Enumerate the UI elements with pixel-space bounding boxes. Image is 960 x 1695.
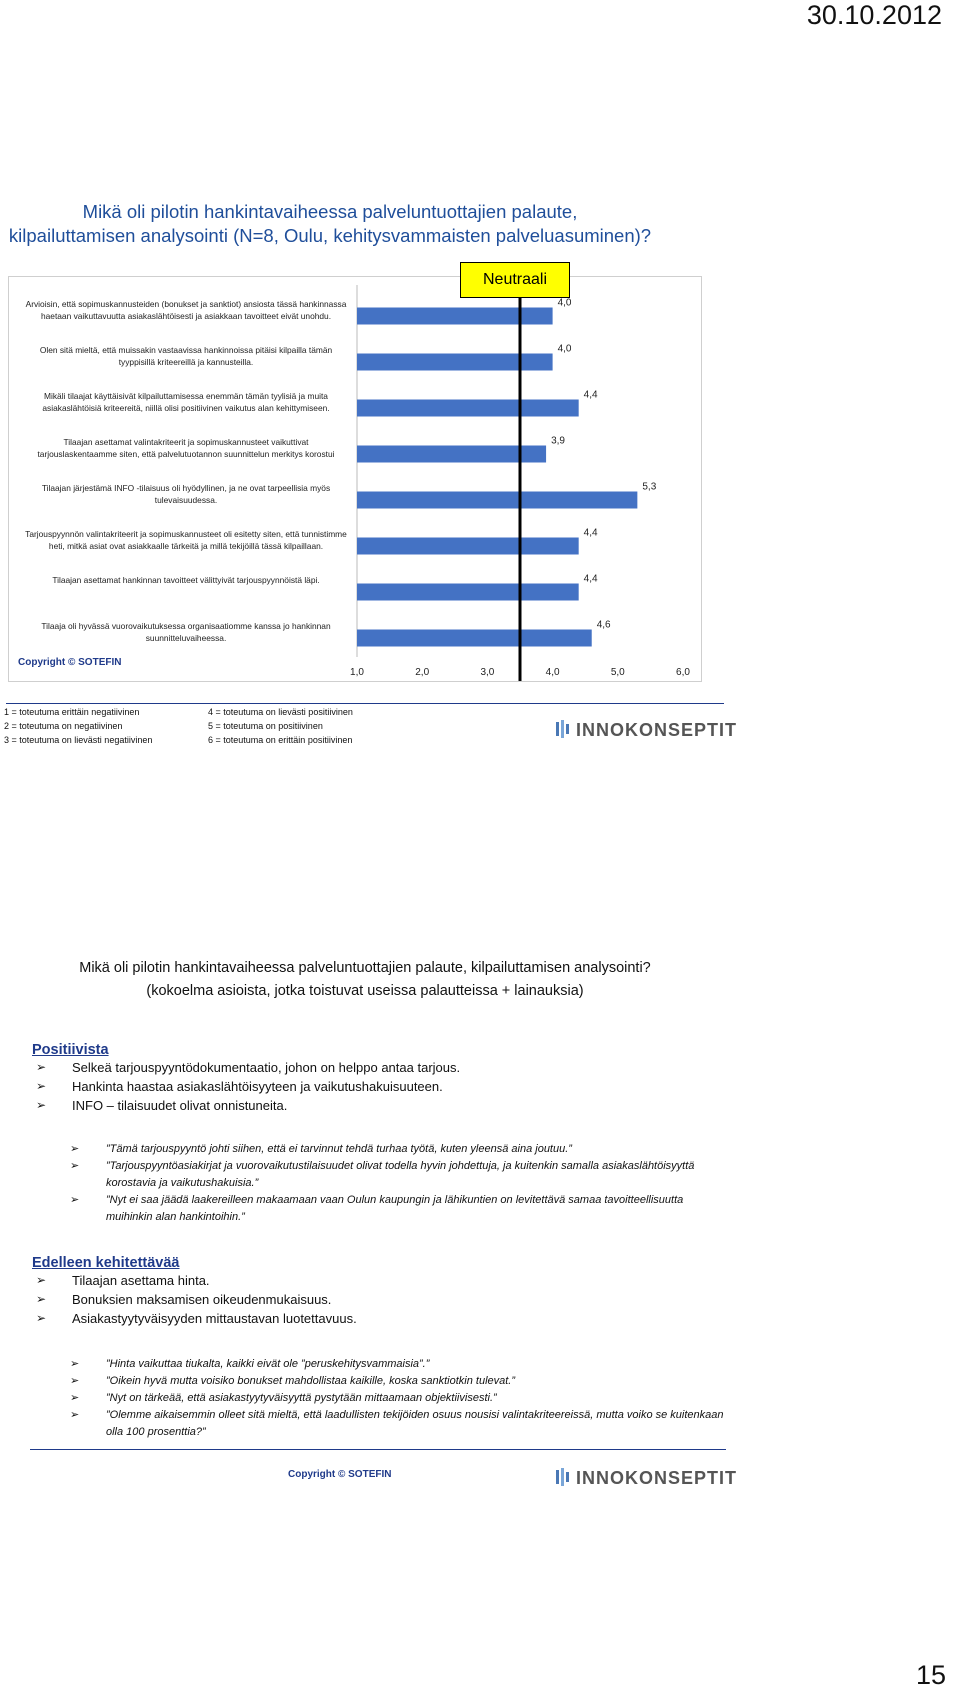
arrow-bullet-icon: ➢ bbox=[70, 1194, 80, 1206]
list-item-text: Asiakastyytyväisyyden mittaustavan luotettavuus. bbox=[72, 1311, 357, 1326]
legend-column-2 bbox=[208, 705, 353, 747]
arrow-bullet-icon: ➢ bbox=[36, 1273, 47, 1287]
arrow-bullet-icon: ➢ bbox=[70, 1375, 80, 1387]
bar bbox=[357, 492, 637, 509]
list-item bbox=[32, 1271, 732, 1290]
question-label: Tilaajan järjestämä INFO -tilaisuus oli hyödyllinen, ja ne ovat tarpeellisia myös tulevaisuudessa. bbox=[41, 483, 331, 505]
arrow-bullet-icon: ➢ bbox=[36, 1311, 47, 1325]
quote-text: ”Oikein hyvä mutta voisiko bonukset mahdollistaa kaikille, koska sanktiotkin tulevat.” bbox=[106, 1375, 516, 1387]
bar bbox=[357, 400, 579, 417]
quote-item bbox=[66, 1356, 730, 1373]
positive-list bbox=[32, 1058, 732, 1115]
page-number: 15 bbox=[915, 1660, 946, 1690]
arrow-bullet-icon: ➢ bbox=[36, 1060, 47, 1074]
question-label: Tilaaja oli hyvässä vuorovaikutuksessa organisaatiomme kanssa jo hankinnan suunnitteluvaiheessa. bbox=[41, 621, 331, 643]
x-tick-label: 4,0 bbox=[545, 667, 560, 678]
bar-value-label: 4,6 bbox=[596, 619, 611, 631]
positive-quote-list bbox=[66, 1141, 726, 1226]
bar-value-label: 4,0 bbox=[557, 297, 572, 309]
develop-section bbox=[32, 1255, 732, 1328]
innokonseptit-logo-icon bbox=[556, 1468, 570, 1486]
legend-item: 3 = toteutuma on lievästi negatiivinen bbox=[4, 735, 153, 745]
bar bbox=[357, 354, 553, 371]
innokonseptit-logo bbox=[556, 720, 737, 741]
quote-item bbox=[66, 1192, 726, 1226]
quote-item bbox=[66, 1141, 726, 1158]
legend-item: 1 = toteutuma erittäin negatiivinen bbox=[4, 707, 140, 717]
bar-value-label: 4,4 bbox=[583, 573, 598, 585]
arrow-bullet-icon: ➢ bbox=[36, 1292, 47, 1306]
arrow-bullet-icon: ➢ bbox=[70, 1409, 80, 1421]
list-item-text: Hankinta haastaa asiakaslähtöisyyteen ja vaikutushakuisuuteen. bbox=[72, 1079, 443, 1094]
slide2-heading-line1: Mikä oli pilotin hankintavaiheessa palveluntuottajien palaute, kilpailuttamisen analysointi? bbox=[79, 960, 651, 976]
slide1-title-line1: Mikä oli pilotin hankintavaiheessa palveluntuottajien palaute, bbox=[82, 201, 578, 222]
list-item-text: Tilaajan asettama hinta. bbox=[72, 1273, 210, 1288]
x-tick-label: 2,0 bbox=[415, 667, 430, 678]
legend-item: 2 = toteutuma on negatiivinen bbox=[4, 721, 123, 731]
arrow-bullet-icon: ➢ bbox=[70, 1358, 80, 1370]
arrow-bullet-icon: ➢ bbox=[70, 1160, 80, 1172]
quote-item bbox=[66, 1407, 730, 1441]
quote-text: ”Nyt on tärkeää, että asiakastyytyväisyyttä pystytään mittaamaan objektiivisesti.” bbox=[106, 1392, 497, 1404]
quote-item bbox=[66, 1390, 730, 1407]
develop-title: Edelleen kehitettävää bbox=[32, 1255, 180, 1271]
list-item-text: Selkeä tarjouspyyntödokumentaatio, johon on helppo antaa tarjous. bbox=[72, 1060, 461, 1075]
legend-divider bbox=[6, 703, 724, 704]
quote-text: ”Tämä tarjouspyyntö johti siihen, että ei tarvinnut tehdä turhaa työtä, kuten yleensä aina joutuu.” bbox=[106, 1143, 572, 1155]
bar-value-label: 4,4 bbox=[583, 527, 598, 539]
slide2-heading bbox=[30, 957, 700, 1003]
quote-text: ”Hinta vaikuttaa tiukalta, kaikki eivät ole ”peruskehitysvammaisia”.” bbox=[106, 1358, 430, 1370]
question-label: Arvioisin, että sopimuskannusteiden (bonukset ja sanktiot) ansiosta tässä hankinnassa haetaan vaikuttavuutta asiakaslähtöisesti ja asiakkaan tavoitteet eivät unohdu. bbox=[25, 299, 347, 321]
list-item bbox=[32, 1290, 732, 1309]
legend-item: 5 = toteutuma on positiivinen bbox=[208, 721, 323, 731]
list-item bbox=[32, 1309, 732, 1328]
slide2-divider bbox=[30, 1449, 726, 1450]
chart-copyright: Copyright © SOTEFIN bbox=[18, 657, 122, 668]
question-label: Tarjouspyynnön valintakriteerit ja sopimuskannusteet oli esitetty siten, että tunnistimme heti, mitkä asiat ovat asiakkaalle tärkeitä ja millä tekijöillä tässä kilpaillaan. bbox=[25, 529, 347, 551]
innokonseptit-logo-icon bbox=[556, 720, 570, 738]
question-label: Tilaajan asettamat hankinnan tavoitteet välittyivät tarjouspyynnöistä läpi. bbox=[52, 575, 320, 585]
arrow-bullet-icon: ➢ bbox=[70, 1392, 80, 1404]
develop-quotes bbox=[66, 1356, 730, 1441]
question-label: Tilaajan asettamat valintakriteerit ja sopimuskannusteet vaikuttivat tarjouslaskentaamme siten, että palvelutuotannon suunnittelun merkitys korostui bbox=[37, 437, 335, 459]
bar bbox=[357, 446, 546, 463]
innokonseptit-logo-2 bbox=[556, 1468, 737, 1489]
x-tick-label: 3,0 bbox=[480, 667, 495, 678]
bar bbox=[357, 308, 553, 325]
arrow-bullet-icon: ➢ bbox=[36, 1079, 47, 1093]
develop-quote-list bbox=[66, 1356, 730, 1441]
arrow-bullet-icon: ➢ bbox=[36, 1098, 47, 1112]
list-item bbox=[32, 1058, 732, 1077]
header-date: 30.10.2012 bbox=[806, 0, 942, 30]
bar-value-label: 4,4 bbox=[583, 389, 598, 401]
positive-title: Positiivista bbox=[32, 1042, 109, 1058]
quote-text: ”Olemme aikaisemmin olleet sitä mieltä, että laadullisten tekijöiden osuus nousisi valintakriteereissä, mutta voiko se kuitenkaan olla 100 prosenttia?” bbox=[106, 1409, 724, 1438]
positive-quotes bbox=[66, 1141, 726, 1226]
bar bbox=[357, 584, 579, 601]
question-label: Olen sitä mieltä, että muissakin vastaavissa hankinnoissa pitäisi kilpailla tämän tyyppisillä kriteereillä ja kannusteilla. bbox=[39, 345, 333, 367]
x-tick-label: 5,0 bbox=[610, 667, 625, 678]
legend-column-1 bbox=[4, 705, 152, 747]
list-item bbox=[32, 1096, 732, 1115]
quote-text: ”Tarjouspyyntöasiakirjat ja vuorovaikutustilaisuudet olivat todella hyvin johdettuja, ja kuitenkin samalla asiakaslähtöisyyttä korostavia ja vaikutushakuisia.” bbox=[106, 1160, 695, 1189]
bar bbox=[357, 538, 579, 555]
quote-item bbox=[66, 1158, 726, 1192]
legend-item: 4 = toteutuma on lievästi positiivinen bbox=[208, 707, 353, 717]
logo-text: INNOKONSEPTIT bbox=[576, 720, 738, 740]
quote-item bbox=[66, 1373, 730, 1390]
quote-text: ”Nyt ei saa jäädä laakereilleen makaamaan vaan Oulun kaupungin ja lähikuntien on levitettävä samaa tavoitteellisuutta muihinkin alan hankintoihin.” bbox=[106, 1194, 684, 1223]
list-item-text: INFO – tilaisuudet olivat onnistuneita. bbox=[72, 1098, 288, 1113]
bar-value-label: 3,9 bbox=[551, 435, 565, 447]
positive-section bbox=[32, 1042, 732, 1115]
slide2-heading-line2: (kokoelma asioista, jotka toistuvat useissa palautteissa + lainauksia) bbox=[146, 983, 584, 999]
list-item bbox=[32, 1077, 732, 1096]
bar-value-label: 4,0 bbox=[557, 343, 572, 355]
arrow-bullet-icon: ➢ bbox=[70, 1143, 80, 1155]
neutral-label-box: Neutraali bbox=[460, 262, 570, 298]
logo-text: INNOKONSEPTIT bbox=[576, 1468, 738, 1488]
legend-item: 6 = toteutuma on erittäin positiivinen bbox=[208, 735, 353, 745]
list-item-text: Bonuksien maksamisen oikeudenmukaisuus. bbox=[72, 1292, 332, 1307]
question-label: Mikäli tilaajat käyttäisivät kilpailuttamisessa enemmän tämän tyylisiä ja muita asiakaslähtöisiä kriteereitä, niillä olisi positiivinen vaikutus alan kehittymiseen. bbox=[42, 391, 330, 413]
x-tick-label: 1,0 bbox=[350, 667, 364, 678]
slide1-title bbox=[0, 200, 660, 248]
bar-chart bbox=[8, 276, 702, 682]
slide1-title-line2: kilpailuttamisen analysointi (N=8, Oulu, kehitysvammaisten palveluasuminen)? bbox=[8, 225, 652, 246]
x-tick-label: 6,0 bbox=[676, 667, 690, 678]
develop-list bbox=[32, 1271, 732, 1328]
bar-value-label: 5,3 bbox=[642, 481, 657, 493]
bar bbox=[357, 630, 592, 647]
slide2-copyright: Copyright © SOTEFIN bbox=[288, 1469, 392, 1480]
